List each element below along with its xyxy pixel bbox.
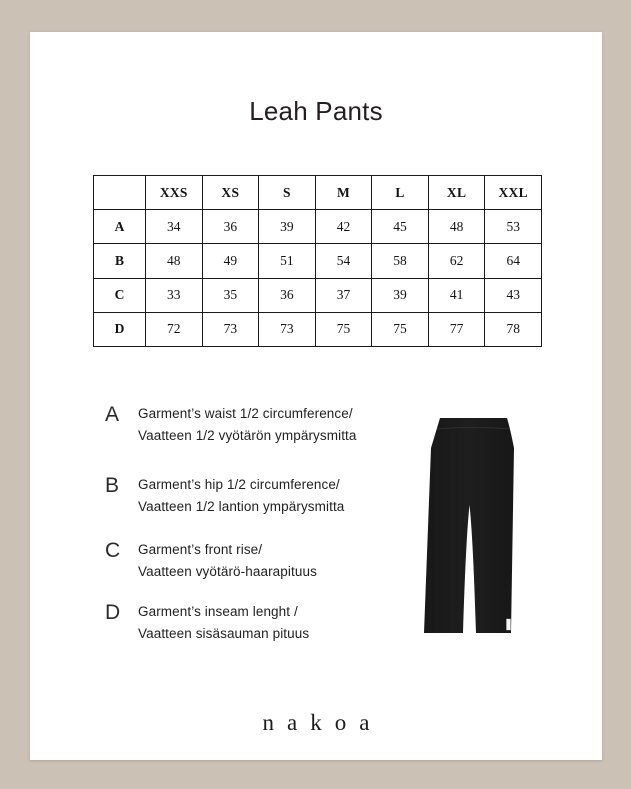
legend-b-line-en: Garment’s hip 1/2 circumference/ — [138, 477, 340, 492]
legend-item-a — [105, 403, 357, 447]
size-value: 37 — [315, 278, 372, 312]
size-column-header-m: M — [315, 176, 372, 210]
size-value: 72 — [146, 312, 203, 346]
size-value: 73 — [202, 312, 259, 346]
size-value: 53 — [485, 210, 542, 244]
table-row-d — [94, 312, 542, 346]
size-value: 39 — [259, 210, 316, 244]
size-table — [93, 175, 542, 347]
size-value: 48 — [428, 210, 485, 244]
size-value: 34 — [146, 210, 203, 244]
hem-tag — [507, 619, 511, 630]
row-label-c: C — [94, 278, 146, 312]
size-value: 48 — [146, 244, 203, 278]
legend-text-b — [138, 474, 344, 518]
brand-logo: nakoa — [262, 710, 383, 735]
size-column-header-s: S — [259, 176, 316, 210]
legend-a-line-en: Garment’s waist 1/2 circumference/ — [138, 406, 353, 421]
size-value: 45 — [372, 210, 429, 244]
legend-letter-c: C — [105, 539, 121, 562]
size-value: 39 — [372, 278, 429, 312]
table-corner-cell — [94, 176, 146, 210]
legend-text-c — [138, 539, 317, 583]
table-row-a — [94, 210, 542, 244]
size-value: 51 — [259, 244, 316, 278]
legend-d-line-en: Garment’s inseam lenght / — [138, 604, 298, 619]
legend-letter-a: A — [105, 403, 120, 426]
legend-letter-b: B — [105, 474, 120, 497]
size-value: 42 — [315, 210, 372, 244]
size-value: 58 — [372, 244, 429, 278]
legend-a-line-fi: Vaatteen 1/2 vyötärön ympärysmitta — [138, 428, 357, 443]
size-value: 77 — [428, 312, 485, 346]
pants-silhouette — [424, 418, 514, 633]
size-value: 36 — [259, 278, 316, 312]
size-value: 54 — [315, 244, 372, 278]
legend-c-line-fi: Vaatteen vyötärö-haarapituus — [138, 564, 317, 579]
size-value: 75 — [315, 312, 372, 346]
row-label-b: B — [94, 244, 146, 278]
legend-item-d — [105, 601, 309, 645]
legend-item-c — [105, 539, 317, 583]
size-value: 75 — [372, 312, 429, 346]
size-value: 35 — [202, 278, 259, 312]
size-value: 36 — [202, 210, 259, 244]
size-value: 33 — [146, 278, 203, 312]
legend-letter-d: D — [105, 601, 121, 624]
legend-text-d — [138, 601, 309, 645]
size-value: 62 — [428, 244, 485, 278]
size-value: 43 — [485, 278, 542, 312]
size-value: 73 — [259, 312, 316, 346]
row-label-a: A — [94, 210, 146, 244]
pants-product-image — [410, 414, 525, 644]
legend-c-line-en: Garment’s front rise/ — [138, 542, 263, 557]
size-column-header-xxl: XXL — [485, 176, 542, 210]
size-value: 49 — [202, 244, 259, 278]
page-title: Leah Pants — [249, 96, 383, 126]
size-table-header-row — [94, 176, 542, 210]
table-row-b — [94, 244, 542, 278]
row-label-d: D — [94, 312, 146, 346]
legend-text-a — [138, 403, 357, 447]
table-row-c — [94, 278, 542, 312]
legend-item-b — [105, 474, 344, 518]
legend-d-line-fi: Vaatteen sisäsauman pituus — [138, 626, 310, 641]
size-column-header-xl: XL — [428, 176, 485, 210]
size-column-header-l: L — [372, 176, 429, 210]
legend-b-line-fi: Vaatteen 1/2 lantion ympärysmitta — [138, 499, 345, 514]
size-value: 41 — [428, 278, 485, 312]
size-column-header-xs: XS — [202, 176, 259, 210]
size-guide-card — [30, 32, 602, 760]
size-value: 78 — [485, 312, 542, 346]
size-column-header-xxs: XXS — [146, 176, 203, 210]
size-value: 64 — [485, 244, 542, 278]
